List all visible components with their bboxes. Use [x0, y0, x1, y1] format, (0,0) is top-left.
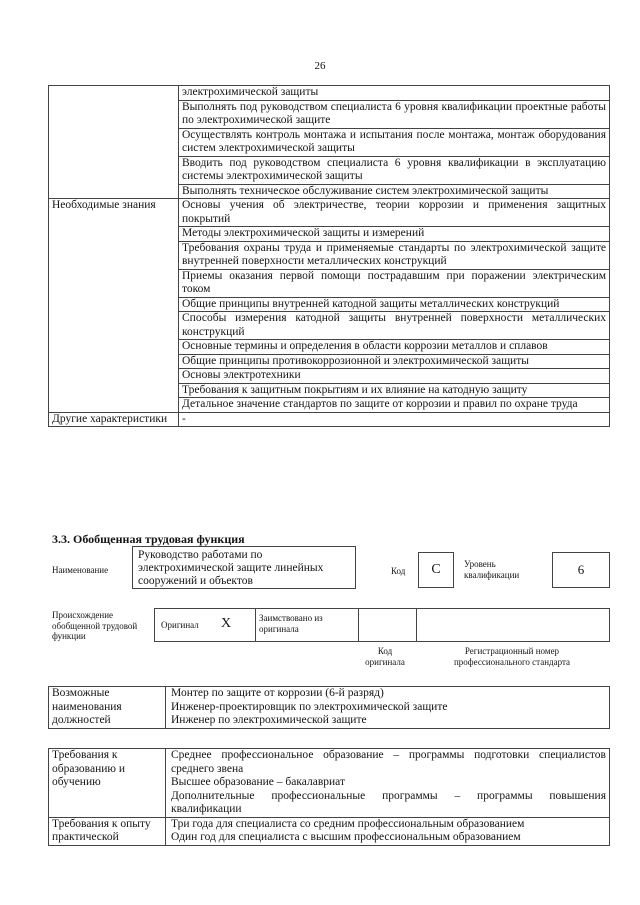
- positions-table: [48, 686, 610, 729]
- knowledge-item: Основы учения об электричестве, теории коррозии и применения защитных покрытий: [179, 199, 610, 227]
- knowledge-item: Требования охраны труда и применяемые стандарты по электрохимической защите внутренней поверхности металлических конструкций: [179, 241, 610, 269]
- knowledge-label: Необходимые знания: [49, 199, 179, 413]
- table-row: [49, 687, 610, 729]
- positions-values: [166, 687, 610, 729]
- knowledge-item: Детальное значение стандартов по защите от коррозии и правил по охране труда: [179, 398, 610, 413]
- position-item: Инженер по электрохимической защите: [171, 714, 367, 726]
- divider: [416, 609, 417, 641]
- section-title: 3.3. Обобщенная трудовая функция: [52, 532, 245, 546]
- table-row: [49, 749, 610, 818]
- level-label: Уровень квалификации: [464, 559, 520, 580]
- table-row: [49, 817, 610, 845]
- qualification-level: 6: [552, 552, 610, 588]
- education-item: Дополнительные профессиональные программы – программы повышения квалификации: [171, 789, 606, 815]
- position-item: Инженер-проектировщик по электрохимической защите: [171, 700, 448, 713]
- action-item: Осуществлять контроль монтажа и испытания после монтажа, монтаж оборудования систем электрохимической защиты: [179, 128, 610, 156]
- education-item: Высшее образование – бакалавриат: [171, 776, 345, 788]
- code-caption: Код оригинала: [365, 646, 405, 667]
- other-label: Другие характеристики: [49, 412, 179, 427]
- code-label: Код: [391, 566, 406, 576]
- knowledge-item: Методы электрохимической защиты и измерений: [179, 227, 610, 242]
- education-item: Среднее профессиональное образование – программы подготовки специалистов среднего звена: [171, 749, 606, 775]
- action-item: Выполнять под руководством специалиста 6 уровня квалификации проектные работы по электрохимической защите: [179, 100, 610, 128]
- name-label: Наименование: [52, 565, 109, 575]
- origin-label: Происхождение обобщенной трудовой функции: [52, 610, 138, 641]
- positions-label: Возможные наименования должностей: [49, 687, 166, 729]
- table-row: [49, 412, 610, 427]
- education-values: [166, 749, 610, 818]
- original-cell: [155, 609, 256, 641]
- page-number: 26: [314, 60, 326, 72]
- registration-caption: Регистрационный номер профессионального стандарта: [453, 646, 571, 667]
- education-label: Требования к образованию и обучению: [49, 749, 166, 818]
- knowledge-item: Требования к защитным покрытиям и их влияние на катодную защиту: [179, 383, 610, 398]
- experience-values: [166, 817, 610, 845]
- experience-item: Три года для специалиста со средним профессиональным образованием: [171, 817, 525, 830]
- borrowed-label: Заимствовано из оригинала: [259, 613, 323, 634]
- knowledge-item: Основные термины и определения в области коррозии металлов и сплавов: [179, 340, 610, 355]
- experience-label: Требования к опыту практической: [49, 817, 166, 845]
- actions-label-cell: [49, 86, 179, 199]
- knowledge-item: Приемы оказания первой помощи пострадавшим при поражении электрическим током: [179, 269, 610, 297]
- function-code: C: [418, 552, 454, 588]
- action-item: Выполнять техническое обслуживание систем электрохимической защиты: [179, 184, 610, 199]
- experience-item: Один год для специалиста с высшим профессиональным образованием: [171, 831, 521, 843]
- table-row: [49, 86, 610, 101]
- knowledge-item: Общие принципы противокоррозионной и электрохимической защиты: [179, 354, 610, 369]
- competency-table: [48, 85, 610, 427]
- knowledge-item: Способы измерения катодной защиты внутренней поверхности металлических конструкций: [179, 312, 610, 340]
- divider: [358, 609, 359, 641]
- table-row: [49, 199, 610, 227]
- action-item: Вводить под руководством специалиста 6 уровня квалификации в эксплуатацию системы электрохимической защиты: [179, 156, 610, 184]
- origin-table: [154, 608, 610, 642]
- original-mark: X: [221, 616, 232, 631]
- function-name: Руководство работами по электрохимической защите линейных сооружений и объектов: [132, 546, 356, 589]
- knowledge-item: Общие принципы внутренней катодной защиты металлических конструкций: [179, 297, 610, 312]
- requirements-table: [48, 748, 610, 846]
- position-item: Монтер по защите от коррозии (6-й разряд): [171, 687, 384, 699]
- action-item: электрохимической защиты: [179, 86, 610, 101]
- other-value: -: [179, 412, 610, 427]
- knowledge-item: Основы электротехники: [179, 369, 610, 384]
- original-label: Оригинал: [161, 620, 199, 630]
